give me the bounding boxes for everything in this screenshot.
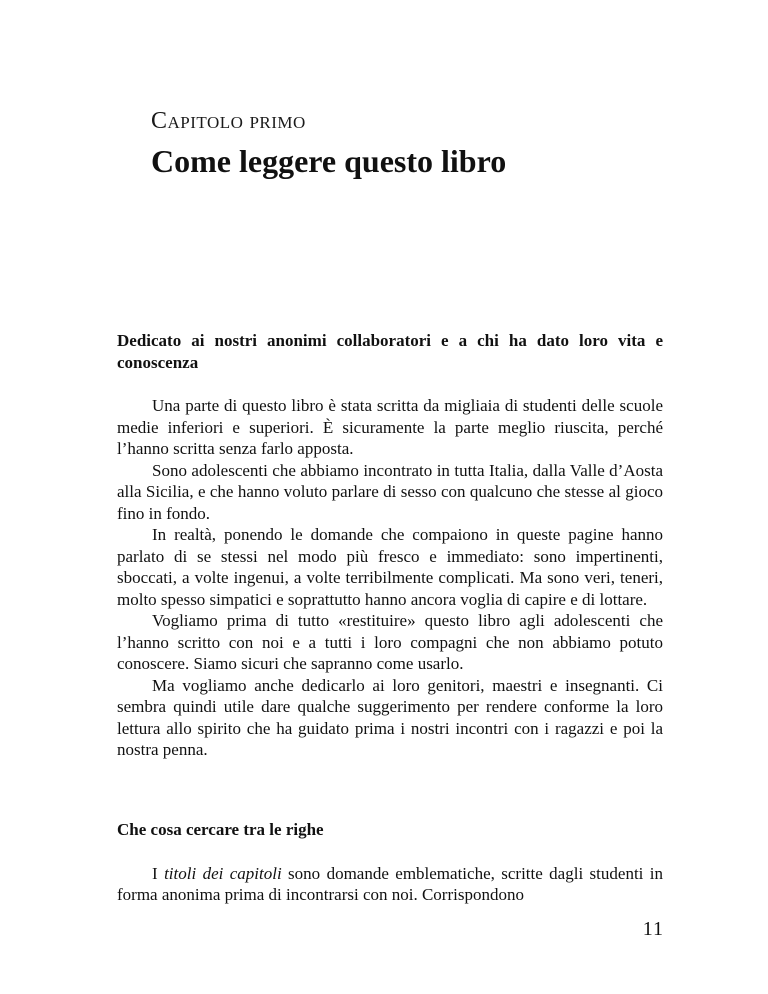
- paragraph: In realtà, ponendo le domande che compaiono in queste pagine hanno parlato di se stessi nel modo più fresco e immediato: sono impertinenti, sboccati, a volte ingenui, a volte terribilmente complicati. Ma sono veri, teneri, molto spesso simpatici e soprattutto hanno ancora voglia di capire e di lottare.: [117, 525, 663, 609]
- paragraph-rest: sono domande emblematiche, scritte dagli studenti in forma anonima prima di incontrarsi con noi. Corrispondono: [117, 863, 664, 904]
- paragraph-start: I: [152, 863, 165, 883]
- section-heading: Dedicato ai nostri anonimi collaboratori e a chi ha dato loro vita e conoscenza: [117, 331, 663, 372]
- paragraph: [117, 863, 663, 906]
- paragraph: Vogliamo prima di tutto «restituire» questo libro agli adolescenti che l’hanno scritto con noi e a tutti i loro compagni che non abbiamo potuto conoscere. Siamo sicuri che sapranno come usarlo.: [117, 611, 663, 673]
- section-heading: Che cosa cercare tra le righe: [117, 820, 324, 839]
- section-body: [117, 863, 663, 906]
- chapter-title: Come leggere questo libro: [151, 143, 507, 179]
- paragraph: Ma vogliamo anche dedicarlo ai loro genitori, maestri e insegnanti. Ci sembra quindi utile dare qualche suggerimento per rendere conforme la loro lettura allo spirito che ha guidato prima i nostri incontri con i ragazzi e poi la nostra penna.: [117, 675, 663, 759]
- italic-phrase: titoli dei capitoli: [164, 863, 282, 883]
- chapter-label: [151, 108, 306, 135]
- paragraph: Sono adolescenti che abbiamo incontrato in tutta Italia, dalla Valle d’Aosta alla Sicilia, e che hanno voluto parlare di sesso con qualcuno che stesse al gioco fino in fondo.: [117, 460, 663, 523]
- page-number: 11: [642, 918, 664, 940]
- section-dedication: [117, 330, 663, 761]
- section-body: [117, 395, 663, 761]
- chapter-label-number: PRIMO: [249, 113, 306, 132]
- chapter-label-initial: C: [151, 108, 168, 134]
- chapter-label-word: APITOLO: [167, 113, 244, 132]
- paragraph: Una parte di questo libro è stata scritta da migliaia di studenti delle scuole medie inferiori e superiori. È sicuramente la parte meglio riuscita, perché l’hanno scritta senza farlo apposta.: [117, 396, 663, 458]
- section-reading-guide: [117, 819, 663, 906]
